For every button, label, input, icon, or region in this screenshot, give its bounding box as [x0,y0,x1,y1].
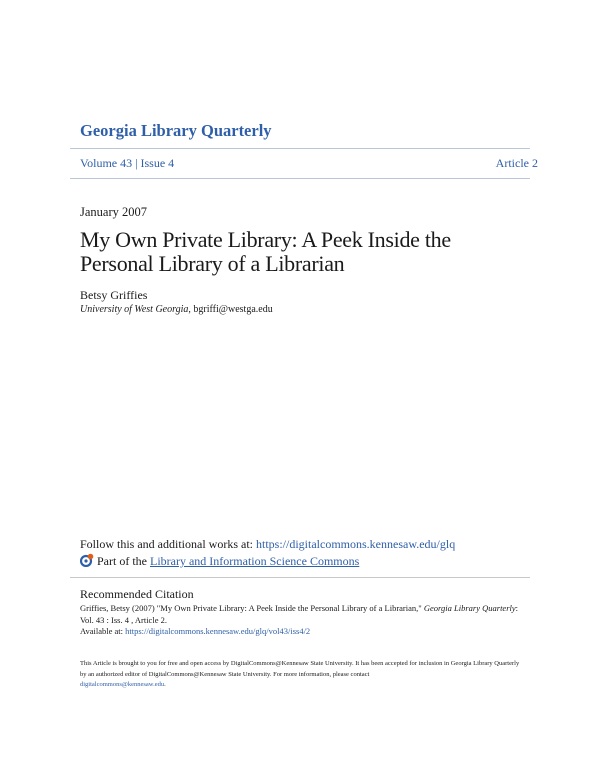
author-name: Betsy Griffies [80,288,148,302]
volume-row [80,156,538,171]
network-commons-icon [80,553,94,567]
available-label: Available at: [80,626,126,636]
partof-label: Part of the [97,554,150,568]
author-affiliation [80,304,273,315]
affiliation-name: University of West Georgia [80,304,189,315]
follow-url-link[interactable]: https://digitalcommons.kennesaw.edu/glq [256,537,456,551]
citation-heading: Recommended Citation [80,587,194,601]
publication-date: January 2007 [80,205,147,219]
access-notice-text: This Article is brought to you for free and open access by DigitalCommons@Kennesaw State University. It has been accepted for inclusion in Georgia Library Quarterly by an authorized editor of DigitalCommons@Kennesaw State University. For more information, please contact [80,660,520,678]
contact-email-link[interactable]: digitalcommons@kennesaw.edu [80,681,165,688]
access-notice-end: . [164,681,166,688]
partof-line [80,553,359,569]
journal-title[interactable]: Georgia Library Quarterly [80,121,272,140]
access-notice [80,659,525,691]
citation-before: Griffies, Betsy (2007) "My Own Private Library: A Peek Inside the Personal Library of a Librarian," [80,603,424,613]
commons-link[interactable]: Library and Information Science Commons [150,554,360,568]
follow-line [80,537,455,552]
citation-journal: Georgia Library Quarterly [423,603,516,613]
follow-label: Follow this and additional works at: [80,537,256,551]
citation-after: : Vol. 43 : Iss. 4 , Article 2. [80,603,519,625]
article-title-line1: My Own Private Library: A Peek Inside the [80,227,451,252]
citation-rule [70,577,530,578]
author-email: , bgriffi@westga.edu [188,304,273,315]
header-rule-top [70,148,530,149]
article-title [80,228,520,276]
article-title-line2: Personal Library of a Librarian [80,251,345,276]
volume-issue-link[interactable]: Volume 43 | Issue 4 [80,156,175,170]
citation-text [80,603,525,638]
header-rule-bottom [70,178,530,179]
available-url-link[interactable]: https://digitalcommons.kennesaw.edu/glq/vol43/iss4/2 [125,626,311,636]
article-number-link[interactable]: Article 2 [495,156,538,170]
